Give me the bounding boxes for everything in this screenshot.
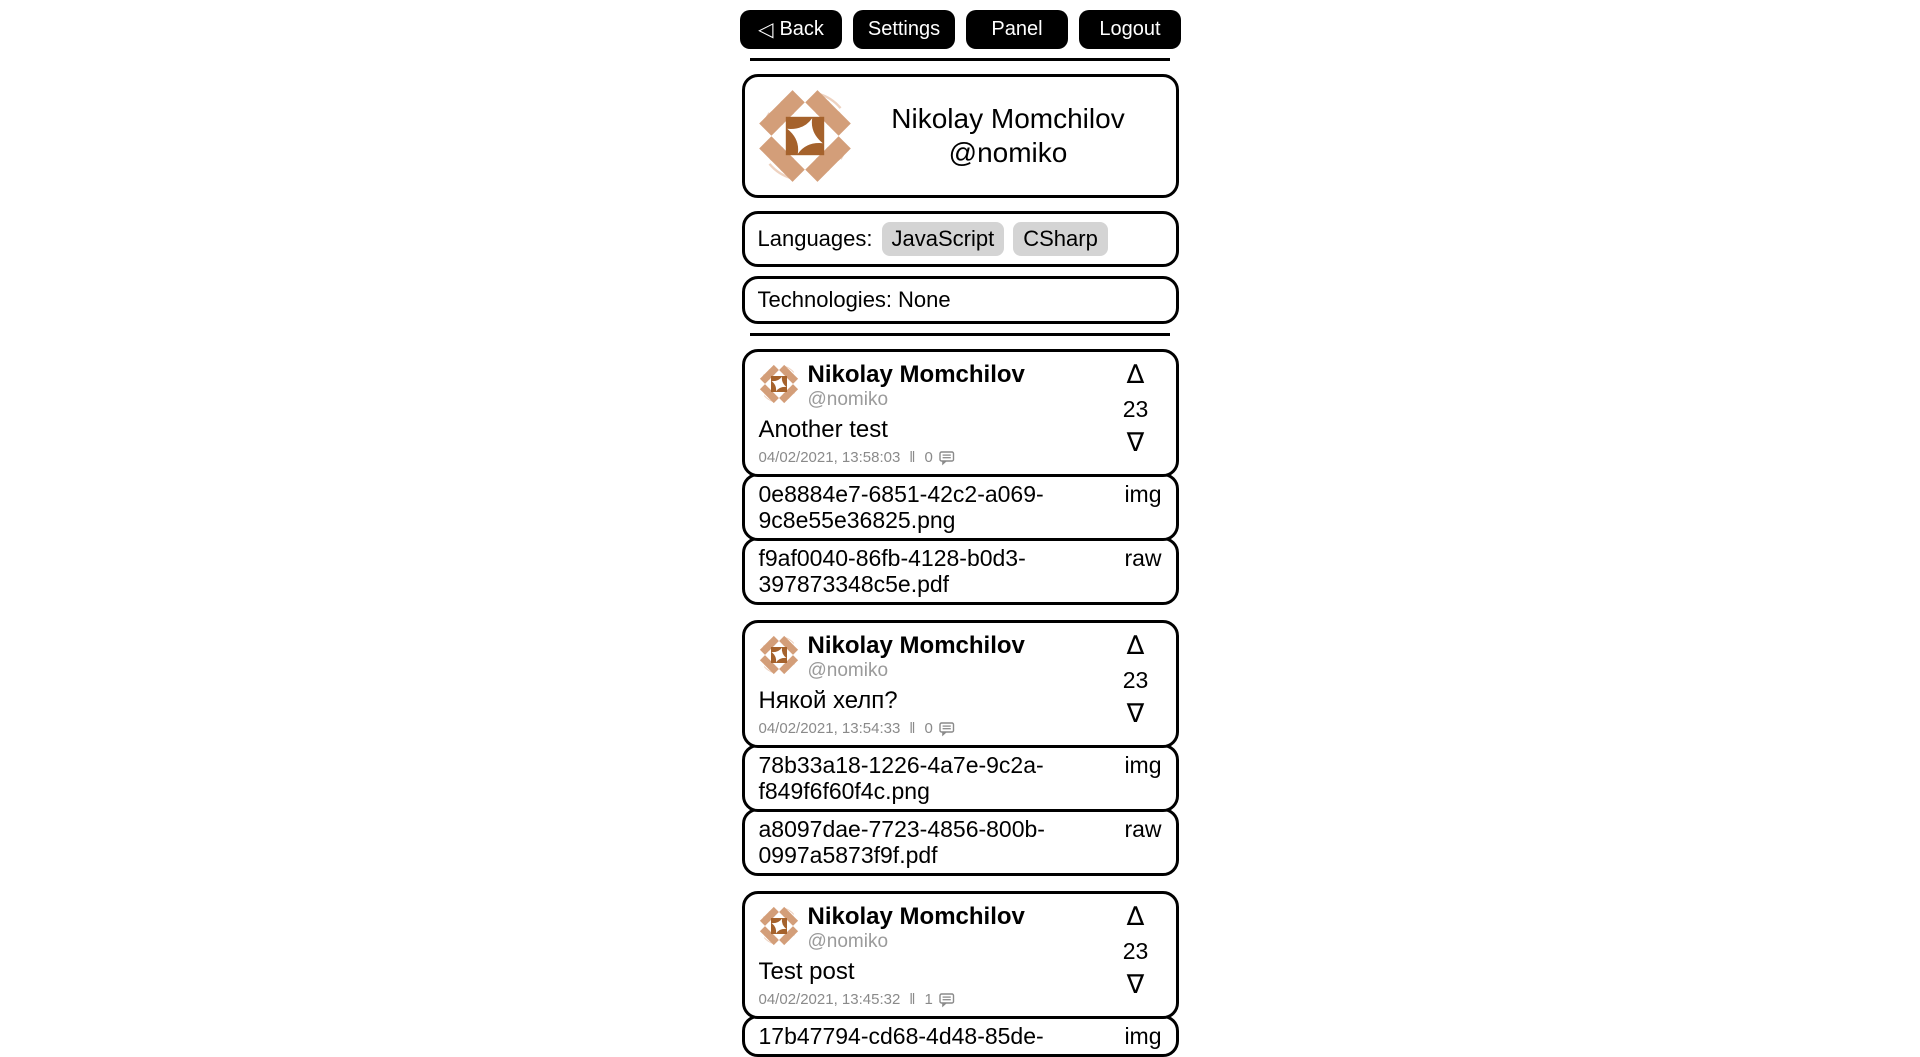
post-author-handle: @nomiko bbox=[807, 660, 889, 681]
profile-handle: @nomiko bbox=[948, 137, 1068, 168]
meta-separator: ‖ bbox=[909, 449, 916, 466]
attachment-filename: 17b47794-cd68-4d48-85de- bbox=[758, 1023, 1044, 1049]
attachment-row[interactable] bbox=[742, 744, 1179, 812]
profile-name: Nikolay Momchilov bbox=[891, 103, 1125, 134]
post bbox=[742, 891, 1179, 1057]
attachment-filename: a8097dae-7723-4856-800b-0997a5873f9f.pdf bbox=[758, 816, 1045, 868]
post-author-row bbox=[759, 633, 1114, 682]
attachment-type: raw bbox=[1124, 816, 1162, 842]
post-main bbox=[759, 904, 1114, 1008]
technologies-value: None bbox=[898, 287, 951, 312]
attachment-type: img bbox=[1124, 1023, 1162, 1049]
post-timestamp: 04/02/2021, 13:45:32 bbox=[758, 991, 901, 1008]
post bbox=[742, 349, 1179, 605]
attachment-row[interactable] bbox=[742, 808, 1179, 876]
post-timestamp: 04/02/2021, 13:58:03 bbox=[758, 449, 901, 466]
profile-names bbox=[853, 102, 1164, 170]
attachment-row[interactable] bbox=[742, 537, 1179, 605]
settings-button-label: Settings bbox=[867, 18, 941, 40]
vote-column bbox=[1114, 362, 1158, 456]
panel-button-label: Panel bbox=[991, 18, 1043, 40]
comments-icon bbox=[939, 993, 955, 1008]
back-button-label: Back bbox=[779, 18, 824, 40]
post-author-row bbox=[759, 362, 1114, 411]
toolbar bbox=[737, 10, 1185, 49]
comments-icon bbox=[939, 722, 955, 737]
attachment-type: img bbox=[1124, 481, 1162, 507]
attachment-type: img bbox=[1124, 752, 1162, 778]
attachment-row[interactable] bbox=[742, 1015, 1179, 1057]
post-author-row bbox=[759, 904, 1114, 953]
language-badge: JavaScript bbox=[882, 222, 1005, 256]
technologies-card bbox=[742, 276, 1179, 324]
languages-card bbox=[742, 211, 1179, 267]
logout-button[interactable] bbox=[1079, 10, 1181, 49]
post-author-name: Nikolay Momchilov bbox=[807, 632, 1025, 659]
post-title: Another test bbox=[758, 416, 888, 443]
post-header[interactable] bbox=[742, 891, 1179, 1019]
attachment-filename: f9af0040-86fb-4128-b0d3-397873348c5e.pdf bbox=[758, 545, 1026, 597]
attachment-row[interactable] bbox=[742, 473, 1179, 541]
comments-icon bbox=[939, 451, 955, 466]
meta-separator: ‖ bbox=[909, 720, 916, 737]
post-meta bbox=[759, 450, 1114, 466]
post-author-names bbox=[808, 904, 1025, 953]
panel-button[interactable] bbox=[966, 10, 1068, 49]
post-author-avatar bbox=[759, 906, 799, 946]
post-author-names bbox=[808, 362, 1025, 411]
post-author-name: Nikolay Momchilov bbox=[807, 903, 1025, 930]
back-button[interactable] bbox=[740, 10, 842, 49]
downvote-button[interactable]: ∇ bbox=[1126, 428, 1145, 458]
logout-button-label: Logout bbox=[1099, 18, 1161, 40]
post-author-names bbox=[808, 633, 1025, 682]
profile-card bbox=[742, 74, 1179, 198]
post bbox=[742, 620, 1179, 876]
vote-column bbox=[1114, 904, 1158, 998]
divider bbox=[750, 333, 1170, 336]
comment-count: 0 bbox=[924, 449, 933, 466]
post-main bbox=[759, 633, 1114, 737]
language-badge: CSharp bbox=[1013, 222, 1108, 256]
post-author-handle: @nomiko bbox=[807, 931, 889, 952]
upvote-button[interactable]: ∆ bbox=[1126, 360, 1145, 390]
post-author-avatar bbox=[759, 364, 799, 404]
comment-count: 0 bbox=[924, 720, 933, 737]
post-meta bbox=[759, 721, 1114, 737]
upvote-button[interactable]: ∆ bbox=[1126, 902, 1145, 932]
back-icon: ◁ bbox=[758, 19, 774, 41]
post-title: Test post bbox=[758, 958, 855, 985]
comment-count: 1 bbox=[924, 991, 933, 1008]
vote-column bbox=[1114, 633, 1158, 727]
attachment-type: raw bbox=[1124, 545, 1162, 571]
post-author-avatar bbox=[759, 635, 799, 675]
vote-count: 23 bbox=[1122, 938, 1149, 964]
vote-count: 23 bbox=[1122, 667, 1149, 693]
attachment-filename: 78b33a18-1226-4a7e-9c2a-f849f6f60f4c.png bbox=[758, 752, 1044, 804]
post-header[interactable] bbox=[742, 349, 1179, 477]
post-main bbox=[759, 362, 1114, 466]
technologies-label: Technologies: bbox=[757, 287, 893, 312]
profile-page bbox=[742, 0, 1179, 1049]
attachment-filename: 0e8884e7-6851-42c2-a069-9c8e55e36825.png bbox=[758, 481, 1044, 533]
downvote-button[interactable]: ∇ bbox=[1126, 970, 1145, 1000]
post-author-handle: @nomiko bbox=[807, 389, 889, 410]
vote-count: 23 bbox=[1122, 396, 1149, 422]
divider bbox=[750, 58, 1170, 61]
post-meta bbox=[759, 992, 1114, 1008]
post-header[interactable] bbox=[742, 620, 1179, 748]
profile-avatar bbox=[757, 88, 853, 184]
post-title: Някой хелп? bbox=[758, 687, 898, 714]
downvote-button[interactable]: ∇ bbox=[1126, 699, 1145, 729]
post-author-name: Nikolay Momchilov bbox=[807, 361, 1025, 388]
meta-separator: ‖ bbox=[909, 991, 916, 1008]
post-timestamp: 04/02/2021, 13:54:33 bbox=[758, 720, 901, 737]
settings-button[interactable] bbox=[853, 10, 955, 49]
languages-label: Languages: bbox=[757, 226, 873, 251]
upvote-button[interactable]: ∆ bbox=[1126, 631, 1145, 661]
